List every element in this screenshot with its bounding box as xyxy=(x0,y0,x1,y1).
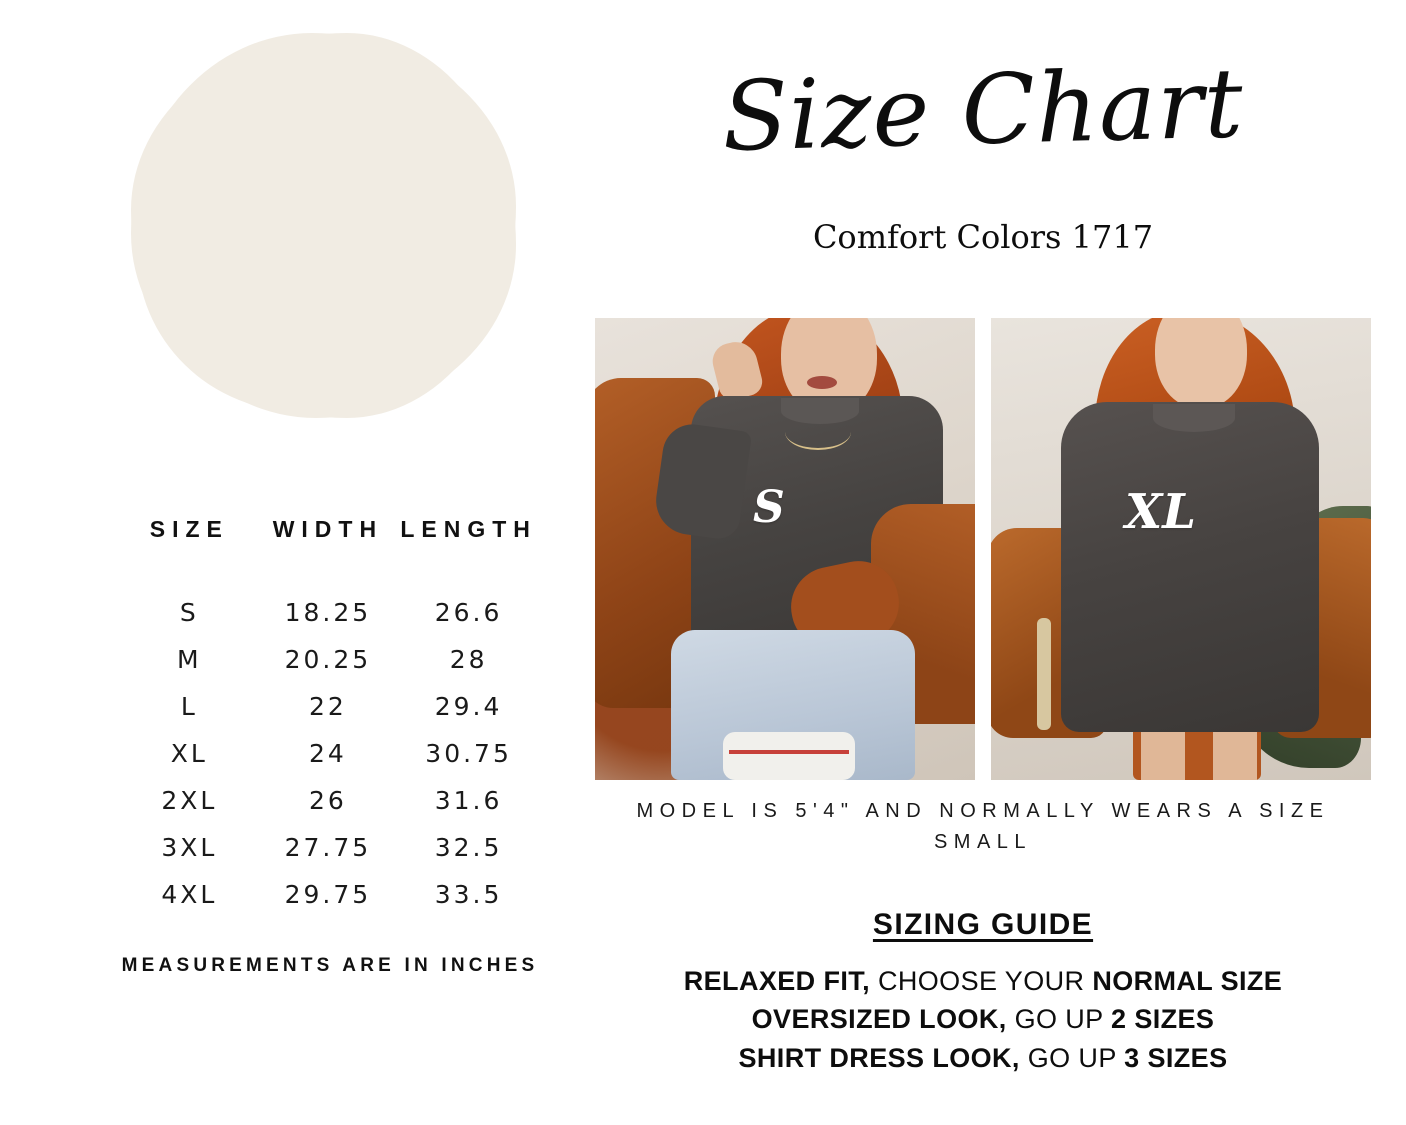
table-row xyxy=(120,636,540,683)
cell-width: 29.75 xyxy=(284,880,372,909)
guide-line-rest: GO UP xyxy=(1019,1042,1125,1073)
cell-width: 22 xyxy=(308,692,347,721)
sleeve-shape xyxy=(652,421,752,542)
cell-width: 20.25 xyxy=(284,645,372,674)
table-row xyxy=(120,683,540,730)
column-header-width: WIDTH xyxy=(272,516,384,542)
decorative-blob-shape xyxy=(131,33,516,418)
sizing-guide-title: SIZING GUIDE xyxy=(872,908,1094,941)
shirt-size-label-xl: XL xyxy=(1125,484,1196,540)
cell-size: 2XL xyxy=(161,786,218,815)
table-row xyxy=(120,730,540,777)
lips-shape xyxy=(807,376,837,389)
left-column xyxy=(0,0,560,1125)
cell-size: 3XL xyxy=(161,833,218,862)
cell-length: 32.5 xyxy=(434,833,503,862)
guide-line-rest: CHOOSE YOUR xyxy=(870,966,1093,996)
cell-size: 4XL xyxy=(161,880,218,909)
cell-width: 18.25 xyxy=(284,598,372,627)
guide-line-lead: OVERSIZED LOOK, xyxy=(751,1004,1007,1035)
cell-length: 29.4 xyxy=(434,692,503,721)
cell-width: 26 xyxy=(308,786,347,815)
cell-length: 26.6 xyxy=(434,598,503,627)
model-photo-small xyxy=(595,318,975,780)
shoe-shape xyxy=(723,732,855,780)
guide-line-emphasis: NORMAL SIZE xyxy=(1092,966,1283,996)
sizing-guide-section xyxy=(595,908,1371,1077)
column-header-size: SIZE xyxy=(149,516,229,542)
guide-line-rest: GO UP xyxy=(1006,1004,1111,1035)
table-row xyxy=(120,777,540,824)
sizing-guide-line xyxy=(595,1000,1371,1038)
cell-length: 30.75 xyxy=(425,739,512,768)
table-row xyxy=(120,871,540,918)
cell-size: L xyxy=(180,692,198,721)
sizing-guide-line xyxy=(595,962,1371,1000)
table-header-row xyxy=(120,515,540,589)
cell-size: XL xyxy=(170,739,208,768)
column-header-length: LENGTH xyxy=(400,516,537,542)
cell-size: M xyxy=(177,645,202,674)
neckline-shape xyxy=(1153,404,1235,432)
guide-line-emphasis: 3 SIZES xyxy=(1124,1042,1228,1073)
cell-length: 28 xyxy=(449,645,488,674)
necklace-shape xyxy=(785,414,851,450)
right-column xyxy=(560,0,1406,1125)
cell-length: 33.5 xyxy=(434,880,503,909)
guide-line-emphasis: 2 SIZES xyxy=(1111,1004,1215,1035)
sizing-guide-line xyxy=(595,1039,1371,1077)
table-row xyxy=(120,589,540,636)
cell-length: 31.6 xyxy=(434,786,503,815)
cell-width: 24 xyxy=(308,739,347,768)
cell-width: 27.75 xyxy=(284,833,372,862)
page-title: Size Chart xyxy=(720,47,1246,173)
model-photo-row xyxy=(595,318,1371,780)
shirt-size-label-small: S xyxy=(753,482,785,533)
guide-line-lead: RELAXED FIT, xyxy=(683,966,871,996)
measurement-units-note: MEASUREMENTS ARE IN INCHES xyxy=(121,955,539,976)
product-subtitle: Comfort Colors 1717 xyxy=(812,218,1154,256)
table-row xyxy=(120,824,540,871)
tshirt-shape xyxy=(1061,402,1319,732)
model-photo-xl xyxy=(991,318,1371,780)
cell-size: S xyxy=(179,598,199,627)
model-height-note: MODEL IS 5'4" AND NORMALLY WEARS A SIZE SMALL xyxy=(636,800,1330,853)
guide-line-lead: SHIRT DRESS LOOK, xyxy=(738,1042,1020,1073)
bag-strap-shape xyxy=(1037,618,1051,730)
size-measurements-table xyxy=(120,515,540,918)
